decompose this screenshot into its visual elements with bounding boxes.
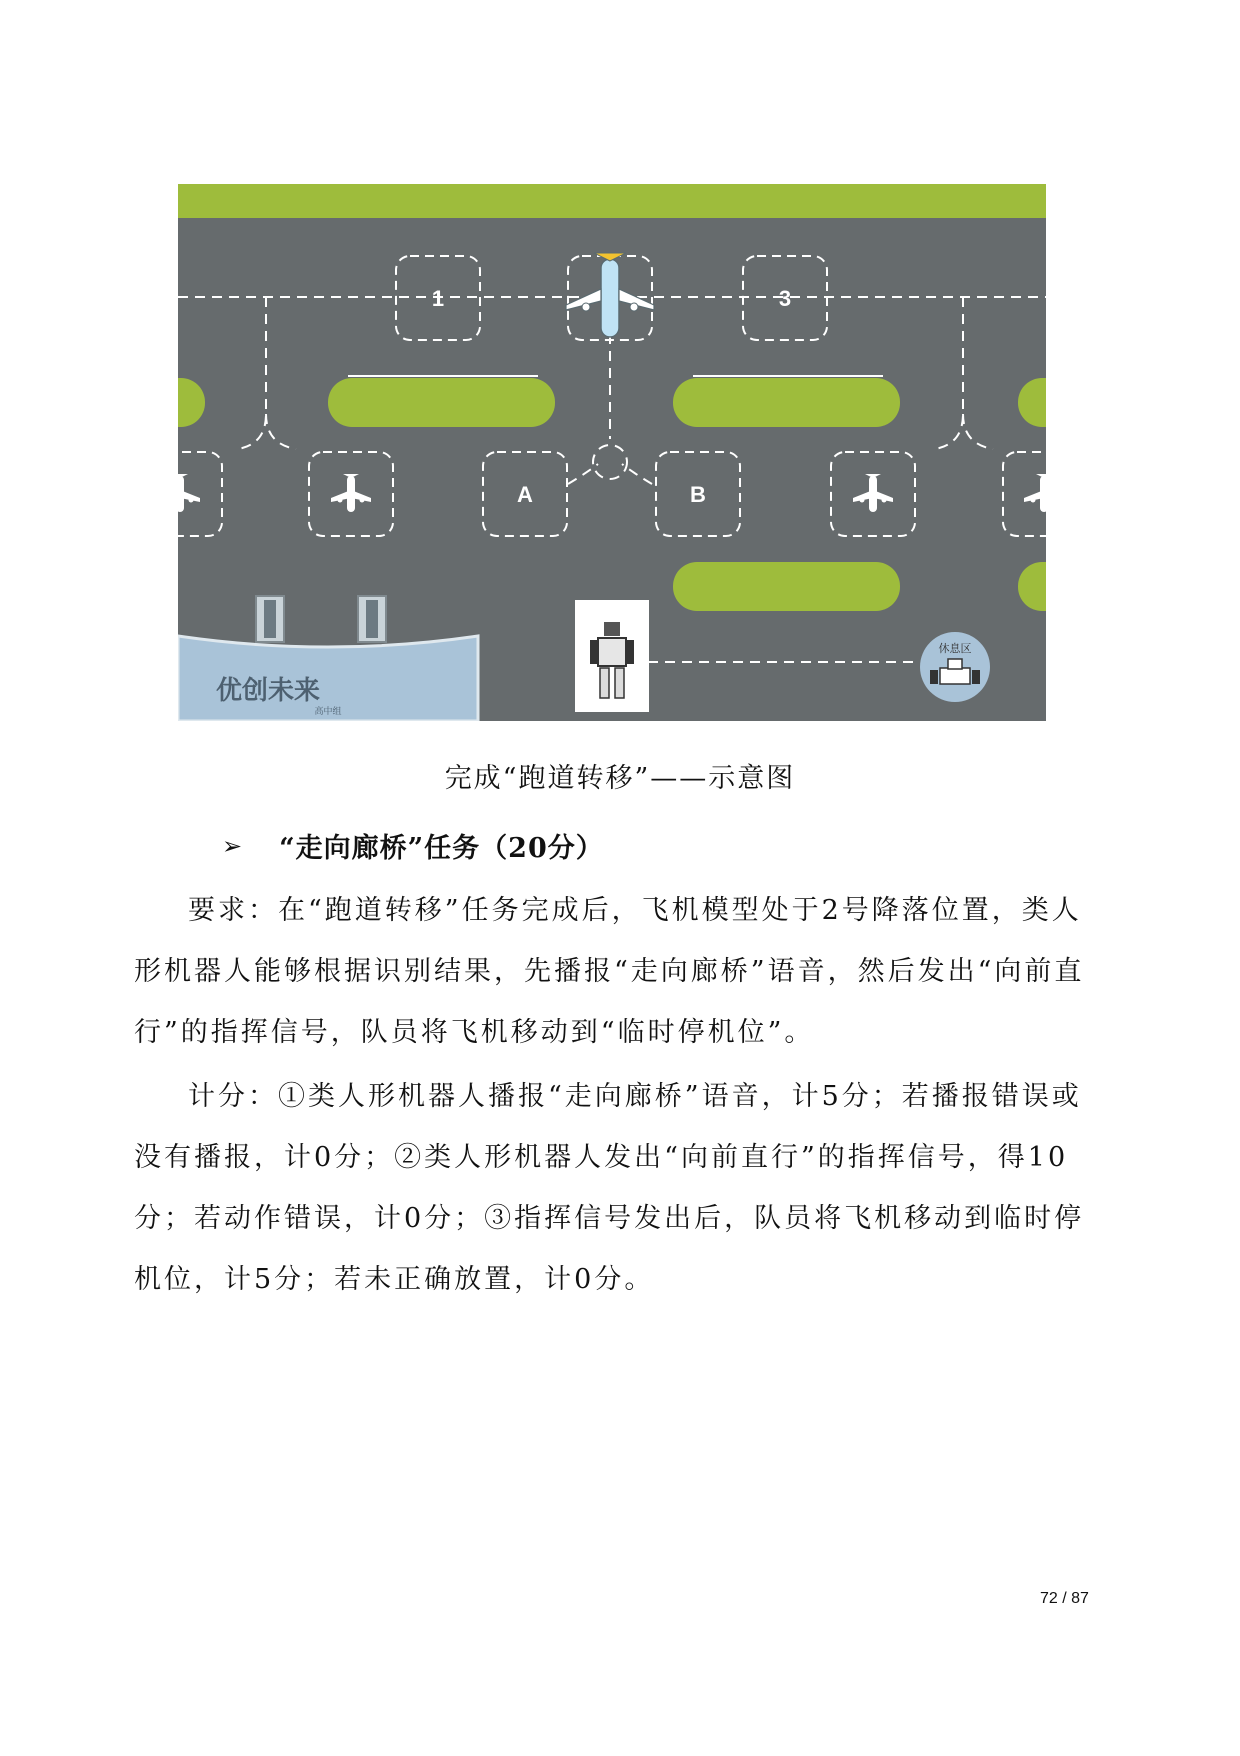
grass-island-right <box>673 378 900 427</box>
grass-island-bottom <box>673 562 900 611</box>
section-title: “走向廊桥”任务（20分） <box>279 833 604 864</box>
plane-icon-stand-left <box>331 474 371 512</box>
airport-field-svg <box>178 184 1046 721</box>
section-heading <box>222 826 604 865</box>
rest-area-label: 休息区 <box>938 642 972 655</box>
stand-label-b: B <box>690 482 706 507</box>
stand-label-a: A <box>517 482 533 507</box>
grass-edge-right-bottom <box>1018 562 1046 611</box>
terminal-building <box>178 596 478 721</box>
grass-strip-top <box>178 184 1046 218</box>
grass-island-left <box>328 378 555 427</box>
scoring-paragraph: 计分：①类人形机器人播报“走向廊桥”语音，计5分；若播报错误或没有播报，计0分；②类人形机器人发出“向前直行”的指挥信号，得10分；若动作错误，计0分；③指挥信号发出后，队员将飞机移动到临时停机位，计5分；若未正确放置，计0分。 <box>134 1081 1085 1295</box>
grass-edge-left <box>178 378 205 427</box>
plane-icon-right-edge <box>1024 474 1046 512</box>
page-number: 72 / 87 <box>1040 1590 1089 1607</box>
bullet-arrow-icon: ➢ <box>222 831 244 860</box>
humanoid-robot-image <box>575 600 649 712</box>
plane-icon-stand-right <box>853 474 893 512</box>
requirement-paragraph: 要求：在“跑道转移”任务完成后，飞机模型处于2号降落位置，类人形机器人能够根据识别结果，先播报“走向廊桥”语音，然后发出“向前直行”的指挥信号，队员将飞机移动到“临时停机位”。 <box>134 895 1085 1048</box>
stand-label-3: 3 <box>778 286 792 311</box>
terminal-logo-text: 优创未来 <box>215 676 321 706</box>
terminal-logo-subtext: 高中组 <box>314 707 342 717</box>
stand-label-1: 1 <box>431 286 445 311</box>
airport-field-diagram <box>178 184 1046 721</box>
plane-icon-left-edge <box>178 474 200 512</box>
figure-caption: 完成“跑道转移”——示意图 <box>444 763 796 794</box>
airplane-model-icon <box>566 253 654 337</box>
grass-edge-right <box>1018 378 1046 427</box>
rest-area-icon <box>920 632 990 702</box>
